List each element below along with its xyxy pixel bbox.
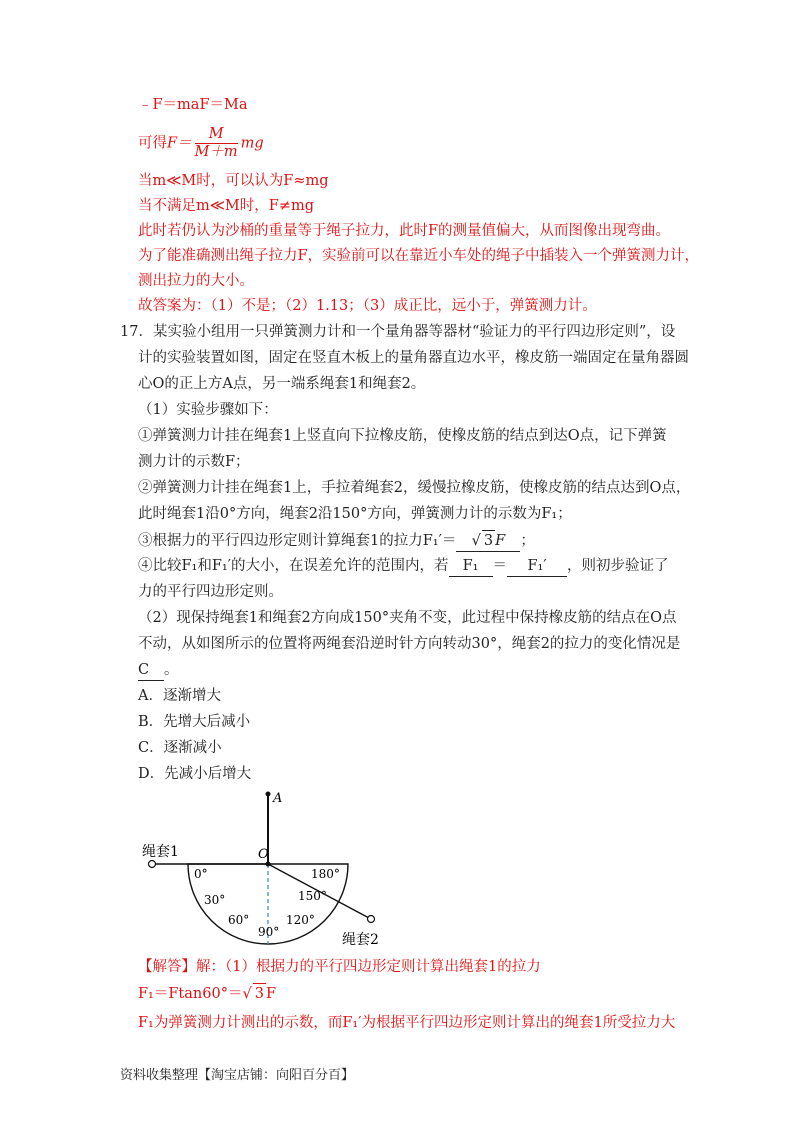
answer-formula: F₁＝Ftan60°＝√ 3 F <box>138 983 276 1004</box>
answer-variable: F <box>495 533 506 549</box>
answer-line3: F₁为弹簧测力计测出的示数，而F₁′为根据平行四边形定则计算出的绳套1所受拉力大 <box>138 1015 676 1031</box>
solution-eq2-lhs: F＝ <box>167 135 192 152</box>
q17-part2-line2: 不动，从如图所示的位置将两绳套沿逆时针方向转动30°，绳套2的拉力的变化情况是 <box>138 636 681 652</box>
option-a: A．逐渐增大 <box>138 688 221 704</box>
q17-step-heading: （1）实验步骤如下： <box>138 402 278 418</box>
q17-step4-blank-b: F₁′ <box>507 556 567 577</box>
solution-line7: 测出拉力的大小。 <box>138 273 254 289</box>
label-o: O <box>258 847 269 862</box>
angle-label-120: 120° <box>286 913 315 927</box>
solution-eq2-tail: mg <box>240 135 264 152</box>
q17-part2-answer <box>138 660 179 681</box>
fraction-numerator: M <box>195 126 238 144</box>
point-a <box>266 792 271 797</box>
q17-step3-end: ； <box>520 533 535 549</box>
solution-eq2-prefix: 可得 <box>138 135 167 152</box>
answer-tag: 【解答】 <box>138 959 196 975</box>
q17-step4-equals: ＝ <box>492 558 508 574</box>
label-rope-1: 绳套1 <box>142 844 179 860</box>
sqrt-radicand: 3 <box>482 530 495 551</box>
solution-eq1: ﹣F＝maF＝Ma <box>138 97 248 113</box>
angle-label-0: 0° <box>194 867 208 881</box>
label-a: A <box>273 791 283 806</box>
solution-eq2 <box>138 126 264 161</box>
q17-part2-end: 。 <box>164 662 179 678</box>
protractor-figure <box>130 786 410 948</box>
q17-step3-text: ③根据力的平行四边形定则计算绳套1的拉力F₁′＝ <box>138 533 457 549</box>
q17-line2: 计的实验装置如图，固定在竖直木板上的量角器直边水平，橡皮筋一端固定在量角器圆 <box>138 350 689 366</box>
point-o <box>266 862 271 867</box>
solution-line8: 故答案为：（1）不是；（2）1.13；（3）成正比，远小于，弹簧测力计。 <box>138 298 597 314</box>
solution-line5: 此时若仍认为沙桶的重量等于绳子拉力，此时F的测量值偏大，从而图像出现弯曲。 <box>138 223 671 239</box>
label-rope-2: 绳套2 <box>342 932 379 948</box>
answer-intro <box>138 957 541 977</box>
rope-2-ring <box>368 916 375 923</box>
q17-step4 <box>138 556 669 577</box>
answer-sqrt-radicand: 3 <box>253 983 266 1004</box>
option-b: B．先增大后减小 <box>138 714 251 730</box>
angle-label-30: 30° <box>204 893 226 907</box>
answer-formula-text: F₁＝Ftan60°＝ <box>138 986 243 1002</box>
option-c: C．逐渐减小 <box>138 740 222 756</box>
q17-step2-cont: 此时绳套1沿0°方向，绳套2沿150°方向，弹簧测力计的示数为F₁； <box>138 506 572 522</box>
answer-intro-text: 解：（1）根据力的平行四边形定则计算出绳套1的拉力 <box>196 959 541 975</box>
angle-label-150: 150° <box>298 889 327 903</box>
angle-label-60: 60° <box>228 913 250 927</box>
q17-step3 <box>138 530 535 552</box>
rope-1-ring <box>149 861 156 868</box>
solution-line4: 当不满足m≪M时，F≠mg <box>138 198 315 214</box>
q17-part2-line1: （2）现保持绳套1和绳套2方向成150°夹角不变，此过程中保持橡皮筋的结点在O点 <box>138 610 677 626</box>
angle-label-90: 90° <box>258 925 280 939</box>
q17-step4-text: ④比较F₁和F₁′的大小，在误差允许的范围内，若 <box>138 558 449 574</box>
q17-line1: 17．某实验小组用一只弹簧测力计和一个量角器等器材“验证力的平行四边形定则”，设 <box>120 324 676 340</box>
q17-step4-cont: 力的平行四边形定则。 <box>138 584 283 600</box>
angle-label-180: 180° <box>311 867 340 881</box>
solution-line6: 为了能准确测出绳子拉力F，实验前可以在靠近小车处的绳子中插装入一个弹簧测力计， <box>138 248 700 264</box>
q17-step4-blank-a: F₁ <box>449 556 493 577</box>
q17-step3-answer-blank: √ 3 F <box>456 530 520 552</box>
fraction-denominator: M＋m <box>194 144 238 160</box>
q17-step1-cont: 测力计的示数F； <box>138 454 250 470</box>
solution-line3: 当m≪M时，可以认为F≈mg <box>138 173 329 189</box>
q17-step2: ②弹簧测力计挂在绳套1上，手拉着绳套2，缓慢拉橡皮筋，使橡皮筋的结点达到O点， <box>138 480 691 496</box>
q17-step1: ①弹簧测力计挂在绳套1上竖直向下拉橡皮筋，使橡皮筋的结点到达O点，记下弹簧 <box>138 428 667 444</box>
answer-formula-var: F <box>265 986 276 1002</box>
solution-fraction <box>195 126 238 161</box>
q17-part2-answer-blank: C <box>138 660 164 681</box>
page-footer: 资料收集整理【淘宝店铺：向阳百分百】 <box>120 1068 355 1083</box>
q17-step4-end: ，则初步验证了 <box>567 558 669 574</box>
q17-line3: 心O的正上方A点，另一端系绳套1和绳套2。 <box>138 376 426 392</box>
option-d: D．先减小后增大 <box>138 766 252 782</box>
